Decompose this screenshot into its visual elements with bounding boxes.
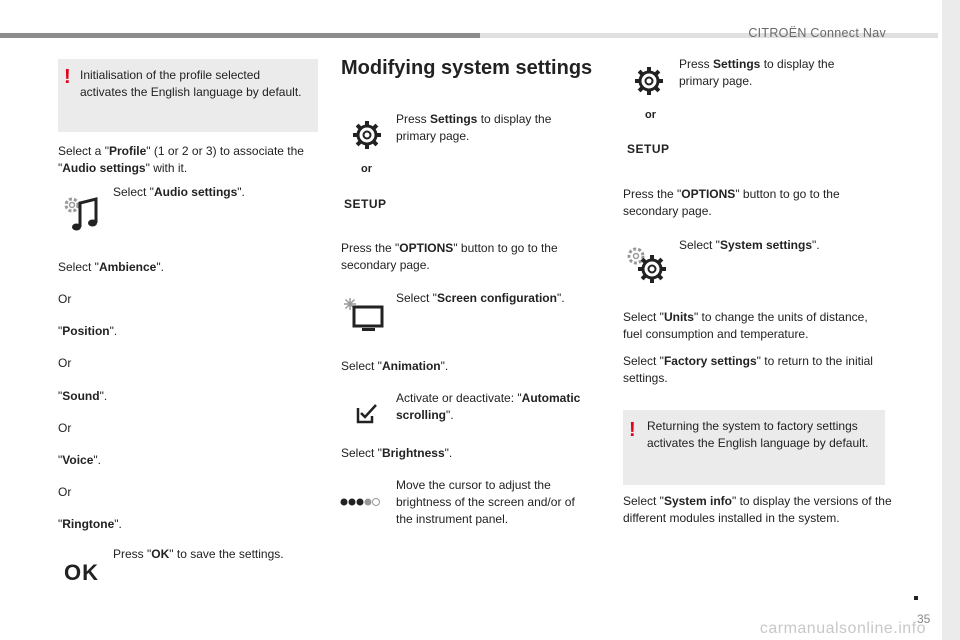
brightness-cursor-step: Move the cursor to adjust the brightness of the screen and/or of the instrument panel. (396, 478, 575, 526)
position-option: "Position". (58, 324, 118, 338)
or-text: Or (58, 421, 72, 435)
page-header-title: CITROËN Connect Nav (748, 26, 886, 40)
audio-settings-step: Select "Audio settings". (113, 185, 245, 199)
brightness-slider-icon (340, 496, 382, 508)
automatic-scrolling-step: Activate or deactivate: "Automatic scrolling". (396, 391, 581, 422)
ok-step: Press "OK" to save the settings. (113, 547, 284, 561)
options-step: Press the "OPTIONS" button to go to the secondary page. (623, 187, 840, 218)
animation-step: Select "Animation". (341, 359, 449, 373)
profile-instruction: Select a "Profile" (1 or 2 or 3) to associate the "Audio settings" with it. (58, 144, 304, 175)
warning-note (58, 59, 318, 132)
audio-settings-icon (60, 193, 104, 233)
system-settings-step: Select "System settings". (679, 238, 820, 252)
options-step: Press the "OPTIONS" button to go to the secondary page. (341, 241, 558, 272)
settings-gear-icon (634, 66, 664, 96)
screen-configuration-step: Select "Screen configuration". (396, 291, 565, 305)
warning-note (623, 410, 885, 485)
units-step: Select "Units" to change the units of distance, fuel consumption and temperature. (623, 310, 868, 341)
warning-icon: ! (629, 419, 636, 441)
system-settings-icon (625, 244, 669, 284)
page-number: 35 (917, 612, 931, 626)
warning-note-text: Initialisation of the profile selected activates the English language by default. (80, 68, 302, 99)
or-label: or (361, 163, 372, 175)
or-text: Or (58, 292, 72, 306)
warning-note-text: Returning the system to factory settings activates the English language by default. (647, 419, 869, 450)
or-text: Or (58, 356, 72, 370)
screen-configuration-icon (342, 296, 386, 332)
section-heading: Modifying system settings (341, 57, 593, 79)
settings-gear-icon (352, 120, 382, 150)
or-text: Or (58, 485, 72, 499)
voice-option: "Voice". (58, 453, 101, 467)
ok-button-icon: OK (64, 560, 99, 585)
or-label: or (645, 109, 656, 121)
setup-button-label: SETUP (627, 142, 670, 156)
page-marker-dot (914, 596, 918, 600)
sound-option: "Sound". (58, 389, 108, 403)
header-rule-dark (0, 33, 480, 38)
warning-icon: ! (64, 66, 71, 88)
press-settings-step: Press Settings to display the primary page. (679, 57, 835, 88)
ambience-step: Select "Ambience". (58, 260, 164, 274)
checkbox-checked-icon (356, 404, 378, 424)
page-edge-strip (942, 0, 960, 640)
ringtone-option: "Ringtone". (58, 517, 122, 531)
watermark: carmanualsonline.info (759, 620, 926, 637)
press-settings-step: Press Settings to display the primary page. (396, 112, 552, 143)
brightness-step: Select "Brightness". (341, 446, 453, 460)
setup-button-label: SETUP (344, 197, 387, 211)
factory-settings-step: Select "Factory settings" to return to the initial settings. (623, 354, 873, 385)
system-info-step: Select "System info" to display the versions of the different modules installed in the system. (623, 494, 892, 525)
